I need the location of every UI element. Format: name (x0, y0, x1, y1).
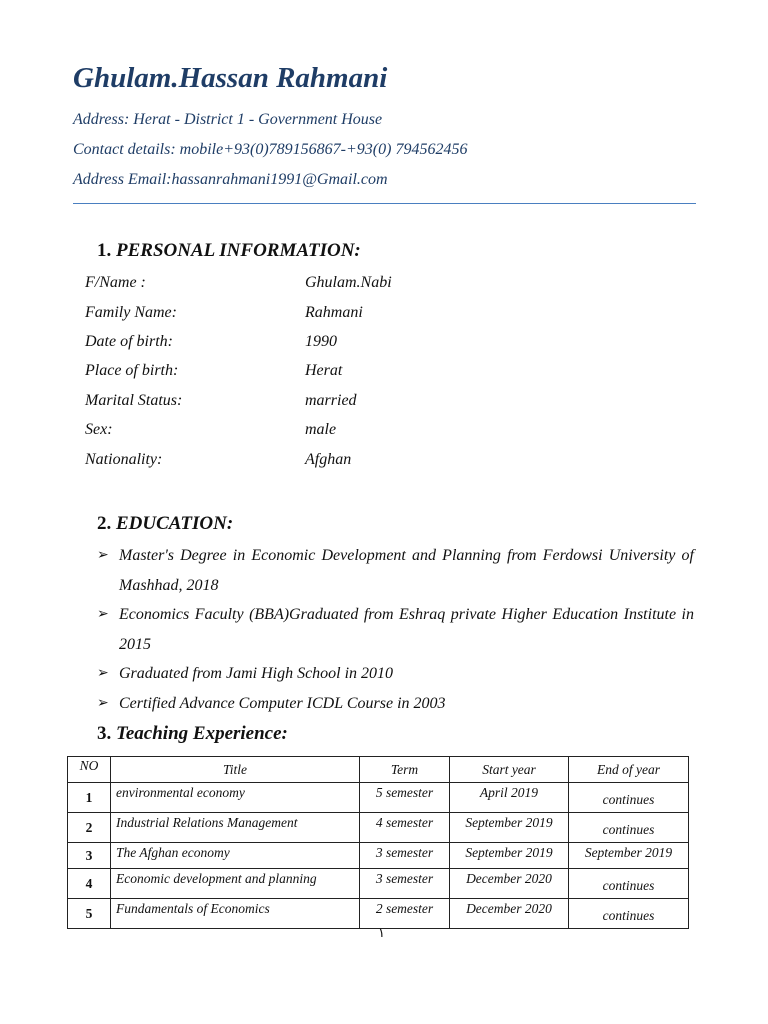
table-row (68, 843, 689, 869)
section-title-colon: : (281, 723, 288, 744)
course-title: Fundamentals of Economics (111, 899, 360, 929)
table-row (68, 899, 689, 929)
education-item-text: Economics Faculty (BBA)Graduated from Eshraq private Higher Education Institute in 2015 (119, 606, 694, 653)
term: 4 semester (360, 813, 450, 843)
end-year: continues (569, 783, 689, 813)
start-year: April 2019 (450, 783, 569, 813)
table-header-row (68, 757, 689, 783)
term: 2 semester (360, 899, 450, 929)
start-year: September 2019 (450, 843, 569, 869)
end-year: continues (569, 869, 689, 899)
row-number: 2 (68, 813, 111, 843)
section-number: 2. (97, 513, 112, 534)
info-row-nationality (85, 448, 505, 472)
contact-line: Contact details: mobile+93(0)789156867-+93(0) 794562456 (73, 141, 468, 158)
teaching-table (67, 756, 689, 929)
column-header: Start year (450, 757, 569, 783)
row-number: 5 (68, 899, 111, 929)
info-label: Nationality: (85, 451, 163, 468)
arrow-bullet-icon: ➢ (97, 607, 109, 622)
row-number: 4 (68, 869, 111, 899)
section-title: Teaching Experience (116, 723, 282, 744)
start-year: September 2019 (450, 813, 569, 843)
education-item (97, 659, 694, 689)
column-header: Title (111, 757, 360, 783)
info-row-sex (85, 418, 505, 442)
candidate-name: Ghulam.Hassan Rahmani (73, 62, 388, 94)
term: 3 semester (360, 869, 450, 899)
info-row-place-of-birth (85, 359, 505, 383)
term: 5 semester (360, 783, 450, 813)
column-header: End of year (569, 757, 689, 783)
info-row-father-name (85, 271, 505, 295)
info-value: married (305, 392, 357, 409)
header-divider (73, 203, 696, 204)
email-line: Address Email:hassanrahmani1991@Gmail.com (73, 171, 388, 188)
page-number: ١ (378, 925, 385, 940)
info-row-family-name (85, 301, 505, 325)
info-label: Marital Status: (85, 392, 183, 409)
info-value: Rahmani (305, 304, 363, 321)
education-item (97, 600, 694, 659)
info-label: Place of birth: (85, 362, 179, 379)
course-title: The Afghan economy (111, 843, 360, 869)
info-label: Date of birth: (85, 333, 173, 350)
course-title: Economic development and planning (111, 869, 360, 899)
education-item (97, 541, 694, 600)
education-item-text: Master's Degree in Economic Development and Planning from Ferdowsi University of Mashhad, 2018 (119, 547, 694, 594)
course-title: environmental economy (111, 783, 360, 813)
education-item-text: Certified Advance Computer ICDL Course in 2003 (119, 695, 446, 712)
education-heading (97, 511, 233, 537)
address-line: Address: Herat - District 1 - Government House (73, 111, 383, 128)
section-title: PERSONAL INFORMATION: (116, 240, 361, 261)
start-year: December 2020 (450, 899, 569, 929)
table-row (68, 869, 689, 899)
term: 3 semester (360, 843, 450, 869)
teaching-heading (97, 721, 288, 747)
info-label: F/Name : (85, 274, 146, 291)
info-value: Herat (305, 362, 343, 379)
info-value: 1990 (305, 333, 337, 350)
education-item (97, 689, 694, 719)
column-header: NO (68, 757, 111, 783)
education-item-text: Graduated from Jami High School in 2010 (119, 665, 394, 682)
personal-info-heading (97, 238, 361, 264)
row-number: 1 (68, 783, 111, 813)
info-label: Family Name: (85, 304, 177, 321)
end-year: September 2019 (569, 843, 689, 869)
end-year: continues (569, 899, 689, 929)
info-label: Sex: (85, 421, 113, 438)
arrow-bullet-icon: ➢ (97, 666, 109, 681)
info-value: Ghulam.Nabi (305, 274, 392, 291)
info-value: male (305, 421, 337, 438)
table-row (68, 783, 689, 813)
start-year: December 2020 (450, 869, 569, 899)
arrow-bullet-icon: ➢ (97, 696, 109, 711)
course-title: Industrial Relations Management (111, 813, 360, 843)
table-row (68, 813, 689, 843)
info-row-date-of-birth (85, 330, 505, 354)
end-year: continues (569, 813, 689, 843)
section-number: 1. (97, 240, 112, 261)
info-value: Afghan (305, 451, 352, 468)
section-title: EDUCATION: (116, 513, 234, 534)
column-header: Term (360, 757, 450, 783)
section-number: 3. (97, 723, 112, 744)
arrow-bullet-icon: ➢ (97, 548, 109, 563)
info-row-marital-status (85, 389, 505, 413)
row-number: 3 (68, 843, 111, 869)
